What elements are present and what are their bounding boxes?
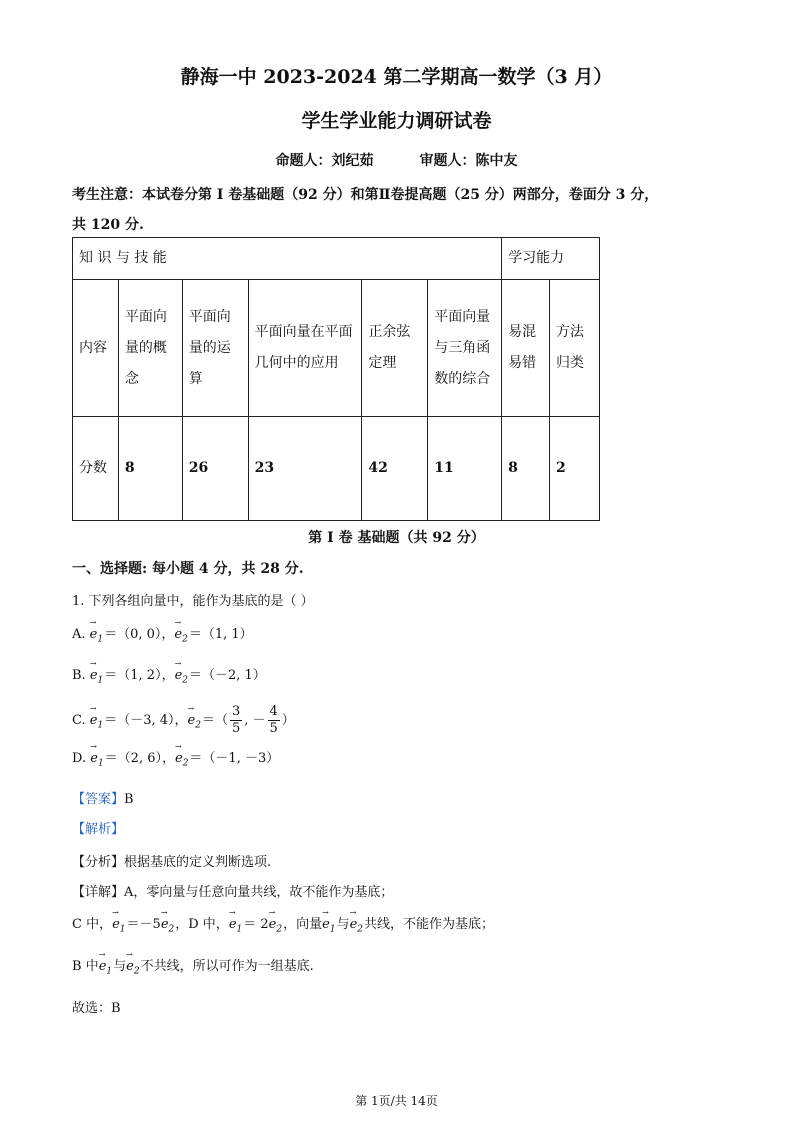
vector-e1: → $e_1$ [112, 917, 125, 935]
vector-e1: → $e_1$ [90, 713, 103, 731]
topic-cell: 正余弦定理 [362, 280, 428, 417]
notice-line-1: 考生注意：本试卷分第 I 卷基础题（92 分）和第Ⅱ卷提高题（25 分）两部分，卷面分 3 分， [72, 187, 659, 203]
score-cell: 8 [502, 417, 550, 521]
topic-cell: 易混易错 [502, 280, 550, 417]
fenxi-line: 【分析】根据基底的定义判断选项. [72, 855, 272, 870]
row-label-content: 内容 [73, 280, 119, 417]
answer-value: B [124, 792, 134, 807]
score-cell: 26 [182, 417, 248, 521]
exam-notice [72, 180, 722, 240]
option-c: C. → $e_1=(-3$, 4），→ $e_2=$（ $\frac{3}{5}$ , － $\frac{4}{5}$ ） [72, 704, 295, 737]
topic-cell: 平面向量的概念 [118, 280, 182, 417]
section-title: 第 I 卷 基础题（共 92 分） [308, 530, 485, 546]
answer-tag: 【答案】 [72, 792, 125, 807]
topic-cell: 平面向量的运算 [182, 280, 248, 417]
score-table [72, 237, 600, 521]
score-cell: 42 [362, 417, 428, 521]
exam-subtitle: 学生学业能力调研试卷 [301, 110, 492, 132]
header-knowledge-skills: 知 识 与 技 能 [73, 238, 502, 280]
score-cell: 11 [428, 417, 502, 521]
vector-e1: → $e_1$ [90, 627, 103, 645]
score-cell: 2 [550, 417, 600, 521]
exam-title: 静海一中 2023-2024 第二学期高一数学（3 月） [180, 66, 613, 88]
score-cell: 23 [248, 417, 362, 521]
vector-e2: → $e_2$ [126, 959, 139, 977]
score-cell: 8 [118, 417, 182, 521]
vector-e1: → $e_1$ [90, 668, 103, 686]
option-a: A. → $e_1=(0$, 0），→ $e_2=(1$, 1） [72, 623, 253, 645]
page-footer: 第 1页/共 14页 [355, 1094, 438, 1108]
vector-e1: → $e_1$ [229, 917, 242, 935]
vector-e2: → $e_2$ [188, 713, 201, 731]
topic-cell: 平面向量在平面几何中的应用 [248, 280, 362, 417]
authors-line [0, 150, 793, 170]
detail-cd-line: C 中，→ $e_1=-5\to e_2$，D 中，→ $e_1= 2\to e_2$，向量→ $e_1$与→ $e_2$共线，不能作为基底； [72, 913, 494, 935]
option-d: D. → $e_1=(2$, 6），→ $e_2=(-1$, －3） [72, 747, 279, 769]
vector-e2: → $e_2$ [174, 627, 187, 645]
reviewer: 审题人：陈中友 [419, 153, 518, 169]
final-answer: 故选：B [72, 1001, 121, 1016]
vector-e1: → $e_1$ [90, 751, 103, 769]
vector-e1: → $e_1$ [322, 917, 335, 935]
vector-e1: → $e_1$ [99, 959, 112, 977]
vector-e2: → $e_2$ [350, 917, 363, 935]
vector-e2: → $e_2$ [175, 668, 188, 686]
answer-line [72, 788, 134, 807]
detail-b-line: B 中→ $e_1$与→ $e_2$不共线，所以可作为一组基底. [72, 955, 314, 977]
row-label-score: 分数 [73, 417, 119, 521]
notice-line-2: 共 120 分. [72, 217, 144, 233]
topic-cell: 方法归类 [550, 280, 600, 417]
part-heading: 一、选择题: 每小题 4 分，共 28 分. [72, 561, 304, 577]
vector-e2: → $e_2$ [161, 917, 174, 935]
analysis-line [72, 818, 124, 837]
vector-e2: → $e_2$ [269, 917, 282, 935]
fraction-3-5: $\frac{3}{5}$ [231, 704, 241, 736]
option-b: B. → $e_1=(1$, 2），→ $e_2=(-2$, 1） [72, 664, 266, 686]
author: 命题人：刘纪茹 [275, 153, 374, 169]
topic-cell: 平面向量与三角函数的综合 [428, 280, 502, 417]
fraction-4-5: $\frac{4}{5}$ [269, 704, 278, 736]
header-learning-ability: 学习能力 [502, 238, 600, 280]
vector-e2: → $e_2$ [175, 751, 188, 769]
question-stem: 1. 下列各组向量中，能作为基底的是（ ） [72, 594, 314, 609]
xiangjie-line: 【详解】A，零向量与任意向量共线，故不能作为基底； [72, 885, 394, 900]
analysis-tag: 【解析】 [72, 822, 125, 837]
